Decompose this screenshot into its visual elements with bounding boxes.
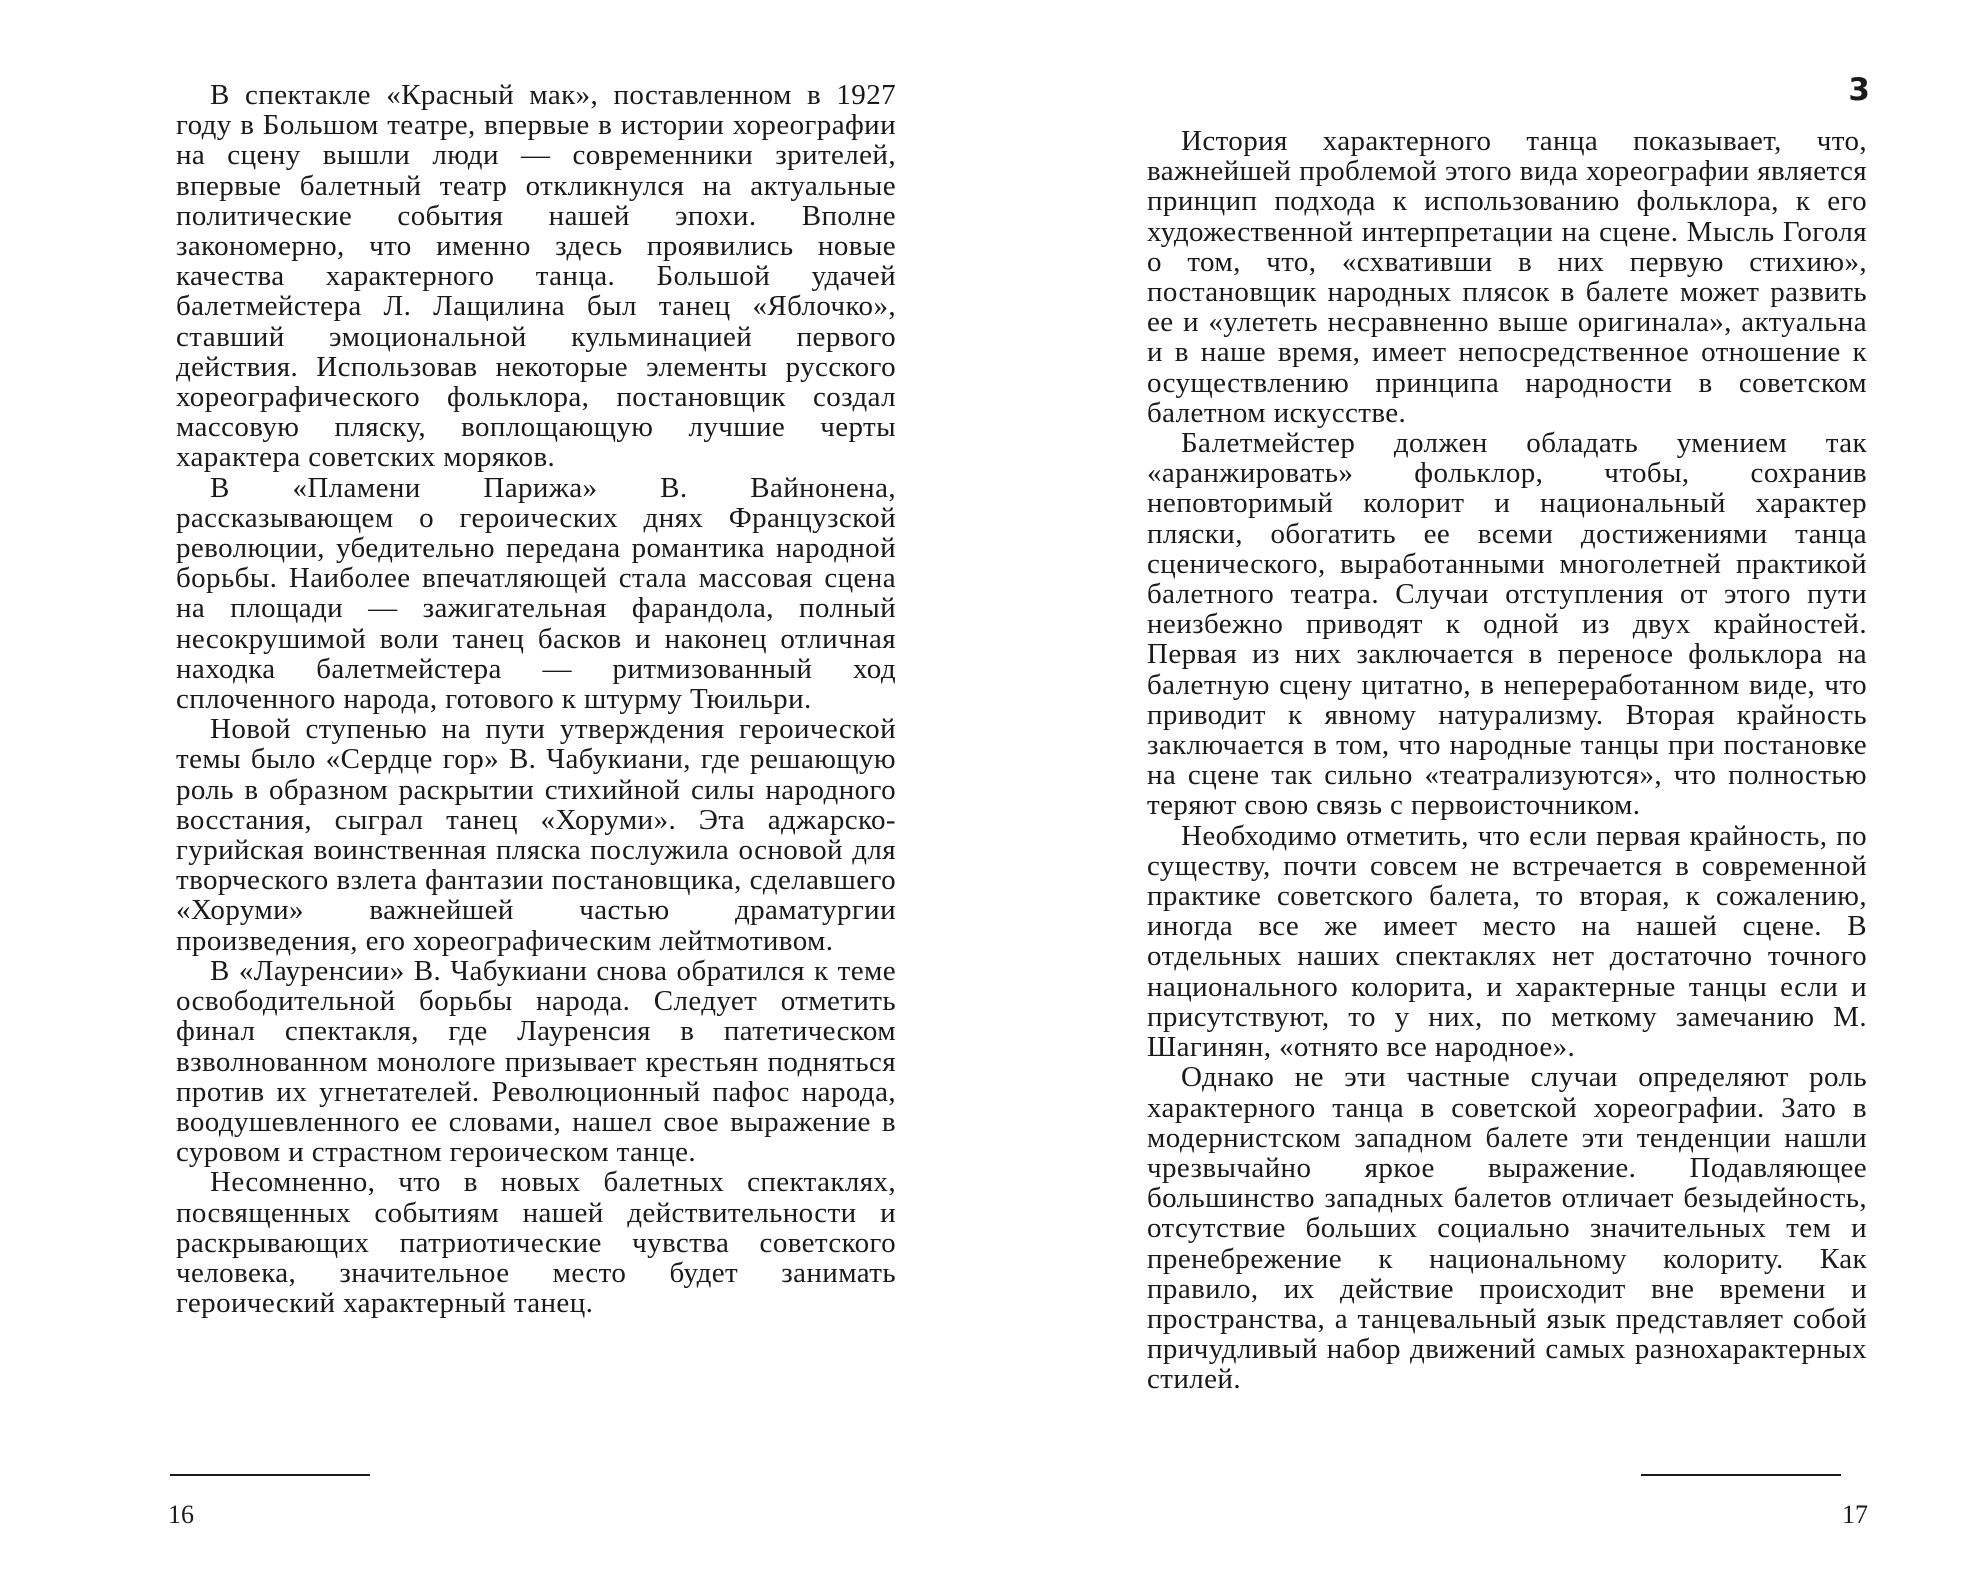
paragraph: В спектакле «Красный мак», поставленном в 1927 году в Большом театре, впервые в истории хореографии на сцену вышли люди — современники зрителей, впервые балетный театр откликнулся на актуальные политические события нашей эпохи. Вполне закономерно, что именно здесь проявились новые качества характерного танца. Большой удачей балетмейстера Л. Лащилина был танец «Яблочко», ставший эмоциональной кульминацией первого действия. Использовав некоторые элементы русского хореографического фольклора, постановщик создал массовую пляску, воплощающую лучшие черты характера советских моряков. — [176, 79, 896, 474]
paragraph: Однако не эти частные случаи определяют роль характерного танца в советской хореографии. Зато в модернистском западном балете эти тенденции нашли чрезвычайно яркое выражение. Подавляющее большинство западных балетов отличает безыдейность, отсутствие больших социально значительных тем и пренебрежение к национальному колориту. Как правило, их действие происходит вне времени и пространства, а танцевальный язык представляет собой причудливый набор движений самых разнохарактерных стилей. — [1147, 1061, 1867, 1396]
paragraph: История характерного танца показывает, что, важнейшей проблемой этого вида хореографии является принцип подхода к использованию фольклора, к его художественной интерпретации на сцене. Мысль Гоголя о том, что, «схвативши в них первую стихию», постановщик народных плясок в балете может развить ее и «улететь несравненно выше оригинала», актуальна и в наше время, имеет непосредственное отношение к осуществлению принципа народности в советском балетном искусстве. — [1147, 125, 1867, 429]
footer-rule — [170, 1474, 370, 1476]
page-number: 16 — [168, 1500, 194, 1529]
paragraph: Новой ступенью на пути утверждения героической темы было «Сердце гор» В. Чабукиани, где решающую роль в образном раскрытии стихийной силы народного восстания, сыграл танец «Хоруми». Эта аджарско-гурийская воинственная пляска послужила основой для творческого взлета фантазии постановщика, сделавшего «Хоруми» важнейшей частью драматургии произведения, его хореографическим лейтмотивом. — [176, 713, 896, 957]
paragraph: Необходимо отметить, что если первая крайность, по существу, почти совсем не встречается в современной практике советского балета, то вторая, к сожалению, иногда все же имеет место на нашей сцене. В отдельных наших спектаклях нет достаточно точного национального колорита, и характерные танцы если и присутствуют, то у них, по меткому замечанию М. Шагинян, «отнято все народное». — [1147, 819, 1867, 1064]
chapter-number: 3 — [1848, 72, 1870, 108]
paragraph: Балетмейстер должен обладать умением так «аранжировать» фольклор, чтобы, сохранив неповторимый колорит и национальный характер пляски, обогатить ее всеми достижениями танца сценического, выработанными многолетней практикой балетного театра. Случаи отступления от этого пути неизбежно приводят к одной из двух крайностей. Первая из них заключается в переносе фольклора на балетную сцену цитатно, в непереработанном виде, что приводит к явному натурализму. Вторая крайность заключается в том, что народные танцы при постановке на сцене так сильно «театрализуются», что полностью теряют свою связь с первоисточником. — [1147, 427, 1867, 822]
right-page-text — [1147, 126, 1867, 1395]
paragraph: Несомненно, что в новых балетных спектаклях, посвященных событиям нашей действительности и раскрывающих патриотические чувства советского человека, значительное место будет занимать героический характерный танец. — [176, 1166, 896, 1320]
footer-rule — [1641, 1474, 1841, 1476]
left-page-text — [176, 80, 896, 1318]
right-page — [993, 0, 1986, 1574]
page-number: 17 — [1842, 1500, 1868, 1529]
paragraph: В «Пламени Парижа» В. Вайнонена, рассказывающем о героических днях Французской революции, убедительно передана романтика народной борьбы. Наиболее впечатляющей стала массовая сцена на площади — зажигательная фарандола, полный несокрушимой воли танец басков и наконец отличная находка балетмейстера — ритмизованный ход сплоченного народа, готового к штурму Тюильри. — [176, 471, 896, 716]
paragraph: В «Лауренсии» В. Чабукиани снова обратился к теме освободительной борьбы народа. Следует отметить финал спектакля, где Лауренсия в патетическом взволнованном монологе призывает крестьян подняться против их угнетателей. Революционный пафос народа, воодушевленного ее словами, нашел свое выражение в суровом и страстном героическом танце. — [176, 954, 896, 1169]
